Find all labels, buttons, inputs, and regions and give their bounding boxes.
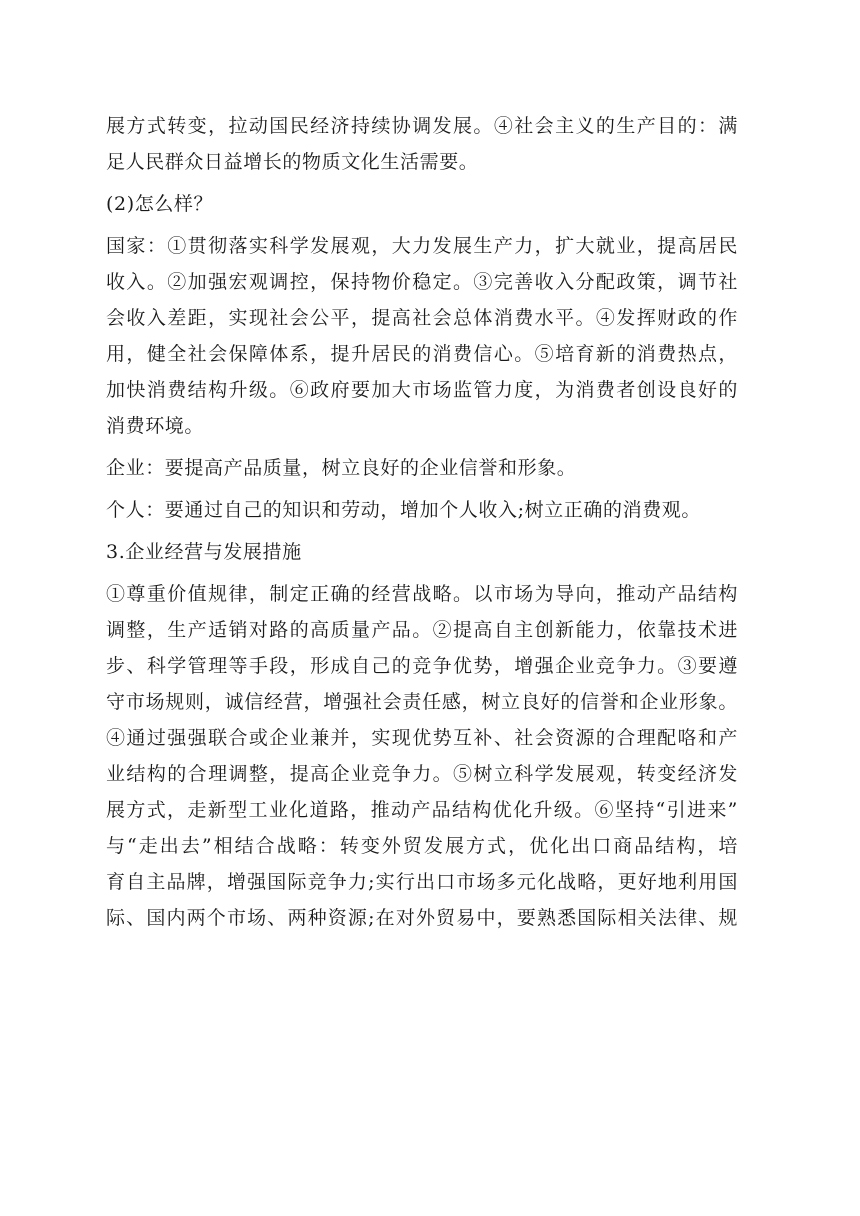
paragraph-line: 业结构的合理调整，提高企业竞争力。⑤树立科学发展观，转变经济发 [106,763,738,785]
paragraph-line: ①尊重价值规律，制定正确的经营战略。以市场为导向，推动产品结构 [106,583,738,605]
paragraph-line: 消费环境。 [106,415,205,437]
section-heading: 3.企业经营与发展措施 [106,541,302,563]
paragraph-line: 育自主品牌，增强国际竞争力;实行出口市场多元化战略，更好地利用国 [106,871,738,893]
paragraph-line: 会收入差距，实现社会公平，提高社会总体消费水平。④发挥财政的作 [106,307,738,329]
paragraph-line: 与“走出去”相结合战略：转变外贸发展方式，优化出口商品结构，培 [106,835,738,857]
paragraph-line: 个人：要通过自己的知识和劳动，增加个人收入;树立正确的消费观。 [106,499,702,521]
paragraph-line: 加快消费结构升级。⑥政府要加大市场监管力度，为消费者创设良好的 [106,379,738,401]
paragraph-line: 展方式转变，拉动国民经济持续协调发展。④社会主义的生产目的：满 [106,115,738,137]
paragraph-line: 调整，生产适销对路的高质量产品。②提高自主创新能力，依靠技术进 [106,619,738,641]
paragraph-line: 用，健全社会保障体系，提升居民的消费信心。⑤培育新的消费热点， [106,343,738,365]
paragraph-line: 步、科学管理等手段，形成自己的竞争优势，增强企业竞争力。③要遵 [106,655,738,677]
section-heading: (2)怎么样？ [106,193,214,215]
document-body [106,108,738,936]
paragraph-line: 守市场规则，诚信经营，增强社会责任感，树立良好的信誉和企业形象。 [106,691,738,713]
paragraph-line: 足人民群众日益增长的物质文化生活需要。 [106,151,479,173]
paragraph-line: 收入。②加强宏观调控，保持物价稳定。③完善收入分配政策，调节社 [106,271,738,293]
paragraph-line: ④通过强强联合或企业兼并，实现优势互补、社会资源的合理配咯和产 [106,727,738,749]
paragraph-line: 展方式，走新型工业化道路，推动产品结构优化升级。⑥坚持“引进来” [106,799,738,821]
paragraph-line: 国家：①贯彻落实科学发展观，大力发展生产力，扩大就业，提高居民 [106,235,738,257]
paragraph-line: 际、国内两个市场、两种资源;在对外贸易中，要熟悉国际相关法律、规 [106,907,738,929]
paragraph-line: 企业：要提高产品质量，树立良好的企业信誉和形象。 [106,457,577,479]
